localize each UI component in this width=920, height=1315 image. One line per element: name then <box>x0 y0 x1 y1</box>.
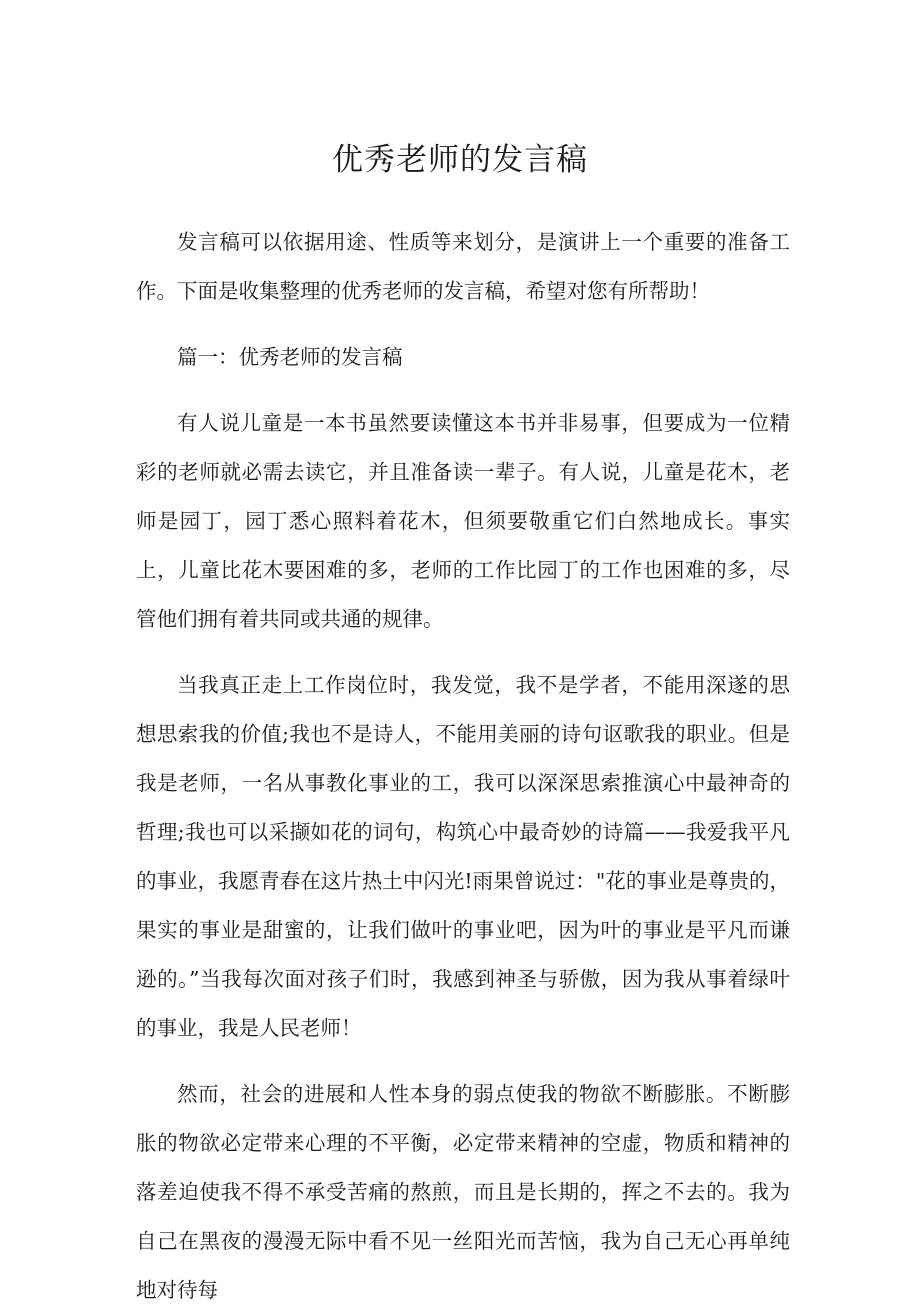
body-paragraph: 当我真正走上工作岗位时，我发觉，我不是学者，不能用深遂的思想思索我的价值;我也不是诗人，不能用美丽的诗句讴歌我的职业。但是我是老师，一名从事教化事业的工，我可以深深思索推演心中最神奇的哲理;我也可以采撷如花的词句，构筑心中最奇妙的诗篇——我爱我平凡的事业，我愿青春在这片热土中闪光!雨果曾说过："花的事业是尊贵的，果实的事业是甜蜜的，让我们做叶的事业吧，因为叶的事业是平凡而谦逊的。”当我每次面对孩子们时，我感到神圣与骄傲，因为我从事着绿叶的事业，我是人民老师！ <box>136 673 790 1040</box>
document-title: 优秀老师的发言稿 <box>332 142 588 178</box>
section-heading: 篇一：优秀老师的发言稿 <box>177 345 403 369</box>
body-paragraph: 然而，社会的进展和人性本身的弱点使我的物欲不断膨胀。不断膨胀的物欲必定带来心理的不平衡，必定带来精神的空虚，物质和精神的落差迫使我不得不承受苦痛的熬煎，而且是长期的，挥之不去的。我为自己在黑夜的漫漫无际中看不见一丝阳光而苦恼，我为自己无心再单纯地对待每 <box>136 1082 790 1302</box>
body-paragraph: 有人说儿童是一本书虽然要读懂这本书并非易事，但要成为一位精彩的老师就必需去读它，并且准备读一辈子。有人说，儿童是花木，老师是园丁，园丁悉心照料着花木，但须要敬重它们白然地成长。事实上，儿童比花木要困难的多，老师的工作比园丁的工作也困难的多，尽管他们拥有着共同或共通的规律。 <box>136 411 790 631</box>
document-body <box>136 218 790 1315</box>
intro-paragraph: 发言稿可以依据用途、性质等来划分，是演讲上一个重要的准备工作。下面是收集整理的优秀老师的发言稿，希望对您有所帮助！ <box>136 230 790 303</box>
